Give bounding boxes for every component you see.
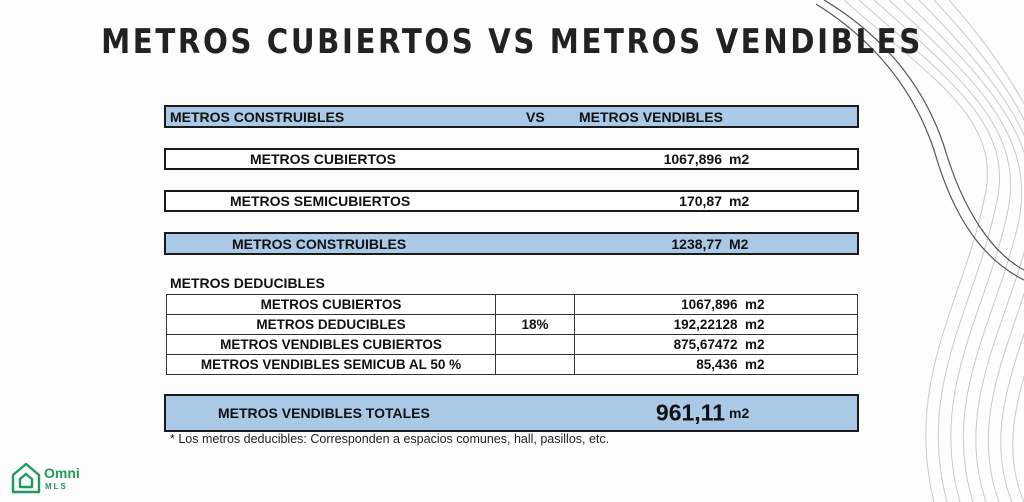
cell-label: METROS CUBIERTOS [167,295,496,315]
row-value: 1067,896 [663,151,722,167]
deducibles-table [166,294,858,375]
row-label: METROS SEMICUBIERTOS [230,193,411,209]
row-unit: m2 [729,193,750,209]
row-metros-semicubiertos [164,190,859,212]
unit: m2 [745,357,765,372]
logo-sub: MLS [45,482,68,491]
total-row [164,394,859,432]
cell-pct [496,335,575,355]
table-row [167,295,858,315]
row-value: 170,87 [679,193,722,209]
unit: m2 [745,317,765,332]
row-label: METROS CONSTRUIBLES [232,235,407,252]
header-right-label: METROS VENDIBLES [579,108,723,125]
cell-label: METROS DEDUCIBLES [167,315,496,335]
row-unit: M2 [729,235,749,252]
row-label: METROS CUBIERTOS [250,151,396,167]
total-unit: m2 [729,405,750,421]
unit: m2 [745,337,765,352]
value: 875,67472 [673,337,738,352]
table-row [167,315,858,335]
header-left-label: METROS CONSTRUIBLES [170,108,345,125]
total-label: METROS VENDIBLES TOTALES [218,405,430,421]
cell-label: METROS VENDIBLES CUBIERTOS [167,335,496,355]
table-row [167,355,858,375]
logo-name: Omni [44,465,80,481]
row-unit: m2 [729,151,750,167]
deducibles-heading: METROS DEDUCIBLES [170,275,325,291]
row-value: 1238,77 [671,235,722,252]
cell-value [575,335,858,355]
cell-value [575,355,858,375]
cell-pct: 18% [496,315,575,335]
cell-label: METROS VENDIBLES SEMICUB AL 50 % [167,355,496,375]
total-value: 961,11 [655,399,725,426]
header-vs-label: VS [526,108,545,125]
page-title: METROS CUBIERTOS VS METROS VENDIBLES [101,22,923,62]
unit: m2 [745,297,765,312]
cell-pct [496,355,575,375]
table-row [167,335,858,355]
cell-value [575,315,858,335]
value: 85,436 [696,357,738,372]
value: 1067,896 [681,297,738,312]
footnote: * Los metros deducibles: Corresponden a espacios comunes, hall, pasillos, etc. [170,432,610,446]
value: 192,22128 [673,317,738,332]
row-metros-construibles [164,232,859,255]
cell-pct [496,295,575,315]
header-row [164,105,859,128]
cell-value [575,295,858,315]
row-metros-cubiertos [164,148,859,170]
